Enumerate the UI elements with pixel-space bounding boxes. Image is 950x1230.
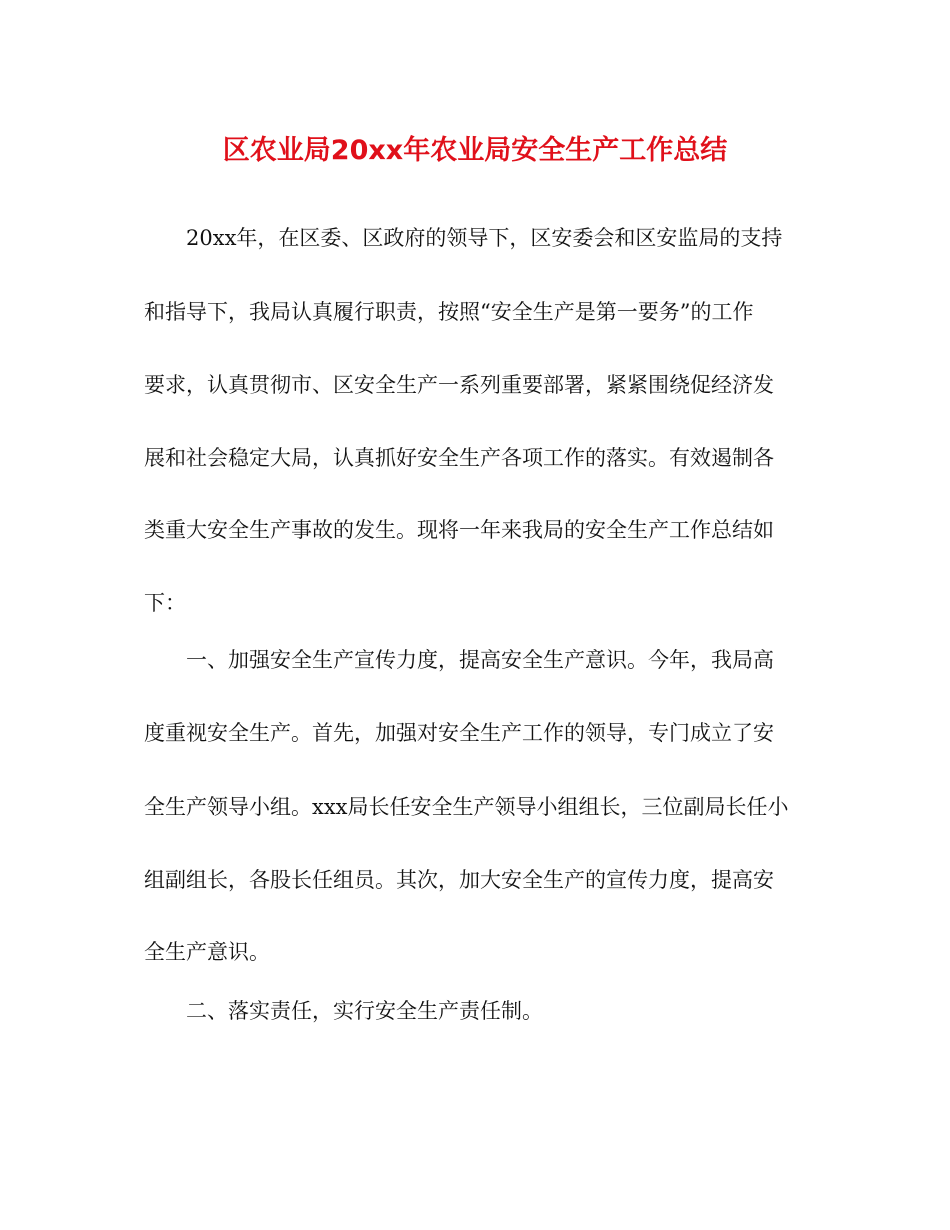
paragraph-line: 和指导下，我局认真履行职责，按照“安全生产是第一要务”的工作 xyxy=(144,300,754,324)
paragraph-line: 下： xyxy=(144,591,186,615)
paragraph-line: 全生产意识。 xyxy=(144,940,270,964)
paragraph-line: 度重视安全生产。首先，加强对安全生产工作的领导，专门成立了安 xyxy=(144,721,774,745)
paragraph-line: 要求，认真贯彻市、区安全生产一系列重要部署，紧紧围绕促经济发 xyxy=(144,373,774,397)
paragraph-line: 类重大安全生产事故的发生。现将一年来我局的安全生产工作总结如 xyxy=(144,518,774,542)
paragraph-line: 展和社会稳定大局，认真抓好安全生产各项工作的落实。有效遏制各 xyxy=(144,446,774,470)
paragraph-line: 组副组长，各股长任组员。其次，加大安全生产的宣传力度，提高安 xyxy=(144,868,774,892)
document-title: 区农业局20xx年农业局安全生产工作总结 xyxy=(222,135,728,166)
paragraph-line: 一、加强安全生产宣传力度，提高安全生产意识。今年，我局高 xyxy=(186,648,774,672)
paragraph-line: 20xx年，在区委、区政府的领导下，区安委会和区安监局的支持 xyxy=(186,226,783,250)
paragraph-line: 全生产领导小组。xxx局长任安全生产领导小组组长，三位副局长任小 xyxy=(144,795,789,819)
paragraph-line: 二、落实责任，实行安全生产责任制。 xyxy=(186,999,543,1023)
